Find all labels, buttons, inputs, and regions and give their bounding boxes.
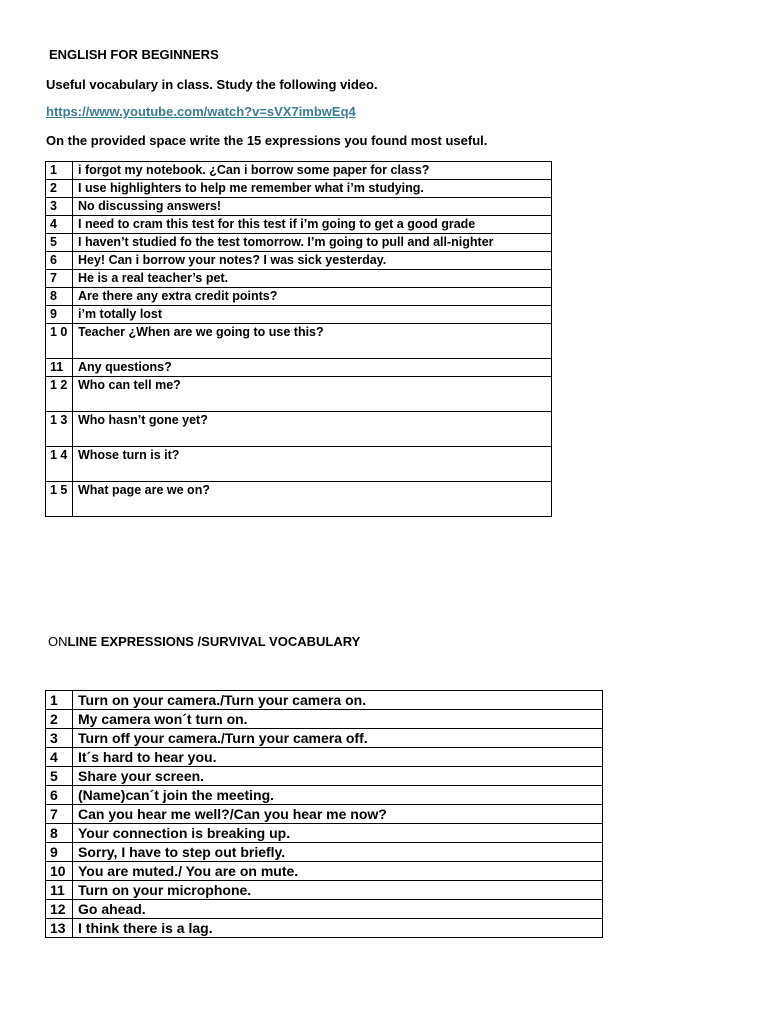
row-expression: Turn on your camera./Turn your camera on. [73, 691, 603, 710]
row-expression: Go ahead. [73, 900, 603, 919]
row-number: 8 [46, 824, 73, 843]
table-row [46, 447, 552, 482]
row-number: 7 [46, 270, 73, 288]
row-expression: i forgot my notebook. ¿Can i borrow some paper for class? [73, 162, 552, 180]
row-expression: Turn off your camera./Turn your camera off. [73, 729, 603, 748]
row-number: 11 [46, 359, 73, 377]
row-expression: Turn on your microphone. [73, 881, 603, 900]
row-expression: Share your screen. [73, 767, 603, 786]
row-number: 3 [46, 198, 73, 216]
row-expression: Sorry, I have to step out briefly. [73, 843, 603, 862]
table-row [46, 482, 552, 517]
row-number: 5 [46, 767, 73, 786]
row-number: 6 [46, 252, 73, 270]
table-row [46, 306, 552, 324]
row-number: 6 [46, 786, 73, 805]
row-number: 9 [46, 843, 73, 862]
row-expression: Whose turn is it? [73, 447, 552, 482]
table-row [46, 767, 603, 786]
table-row [46, 900, 603, 919]
row-number: 2 [46, 180, 73, 198]
row-expression: Who can tell me? [73, 377, 552, 412]
row-expression: My camera won´t turn on. [73, 710, 603, 729]
row-expression: Hey! Can i borrow your notes? I was sick yesterday. [73, 252, 552, 270]
document-subtitle: Useful vocabulary in class. Study the following video. [46, 77, 378, 92]
youtube-link[interactable]: https://www.youtube.com/watch?v=sVX7imbwEq4 [46, 104, 356, 119]
row-expression: Who hasn’t gone yet? [73, 412, 552, 447]
table-row [46, 710, 603, 729]
table-row [46, 881, 603, 900]
row-expression: Can you hear me well?/Can you hear me now? [73, 805, 603, 824]
classroom-vocabulary-body [46, 162, 552, 517]
online-expressions-table [45, 690, 603, 938]
row-number: 3 [46, 729, 73, 748]
row-expression: I think there is a lag. [73, 919, 603, 938]
row-expression: He is a real teacher’s pet. [73, 270, 552, 288]
table-row [46, 270, 552, 288]
table-row [46, 919, 603, 938]
row-number: 13 [46, 919, 73, 938]
row-number: 7 [46, 805, 73, 824]
row-number: 1 3 [46, 412, 73, 447]
row-number: 12 [46, 900, 73, 919]
table-row [46, 786, 603, 805]
section-heading-online [48, 634, 360, 649]
section-heading-rest: LINE EXPRESSIONS /SURVIVAL VOCABULARY [67, 634, 361, 649]
row-number: 1 0 [46, 324, 73, 359]
row-number: 9 [46, 306, 73, 324]
table-row [46, 691, 603, 710]
table-row [46, 729, 603, 748]
row-number: 1 2 [46, 377, 73, 412]
row-number: 8 [46, 288, 73, 306]
table-row [46, 198, 552, 216]
row-expression: Your connection is breaking up. [73, 824, 603, 843]
row-expression: Any questions? [73, 359, 552, 377]
document-title: ENGLISH FOR BEGINNERS [49, 47, 219, 62]
table-row [46, 252, 552, 270]
table-row [46, 180, 552, 198]
table-row [46, 377, 552, 412]
table-row [46, 216, 552, 234]
row-expression: Are there any extra credit points? [73, 288, 552, 306]
row-expression: What page are we on? [73, 482, 552, 517]
row-number: 4 [46, 748, 73, 767]
table-row [46, 234, 552, 252]
row-number: 10 [46, 862, 73, 881]
row-expression: I haven’t studied fo the test tomorrow. I’m going to pull and all-nighter [73, 234, 552, 252]
table-row [46, 805, 603, 824]
table-row [46, 748, 603, 767]
row-expression: It´s hard to hear you. [73, 748, 603, 767]
row-number: 11 [46, 881, 73, 900]
row-number: 1 5 [46, 482, 73, 517]
table-row [46, 359, 552, 377]
table-row [46, 162, 552, 180]
row-expression: i’m totally lost [73, 306, 552, 324]
section-heading-lead: ON [48, 634, 68, 649]
table-row [46, 843, 603, 862]
row-number: 2 [46, 710, 73, 729]
row-expression: I use highlighters to help me remember what i’m studying. [73, 180, 552, 198]
table-row [46, 288, 552, 306]
table-row [46, 324, 552, 359]
row-number: 1 [46, 162, 73, 180]
row-expression: You are muted./ You are on mute. [73, 862, 603, 881]
online-expressions-body [46, 691, 603, 938]
row-expression: (Name)can´t join the meeting. [73, 786, 603, 805]
table-row [46, 824, 603, 843]
row-number: 5 [46, 234, 73, 252]
table-row [46, 862, 603, 881]
row-expression: No discussing answers! [73, 198, 552, 216]
classroom-vocabulary-table [45, 161, 552, 517]
row-expression: Teacher ¿When are we going to use this? [73, 324, 552, 359]
table-row [46, 412, 552, 447]
row-number: 1 4 [46, 447, 73, 482]
row-number: 1 [46, 691, 73, 710]
instruction-text: On the provided space write the 15 expressions you found most useful. [46, 133, 488, 148]
row-number: 4 [46, 216, 73, 234]
row-expression: I need to cram this test for this test if i’m going to get a good grade [73, 216, 552, 234]
